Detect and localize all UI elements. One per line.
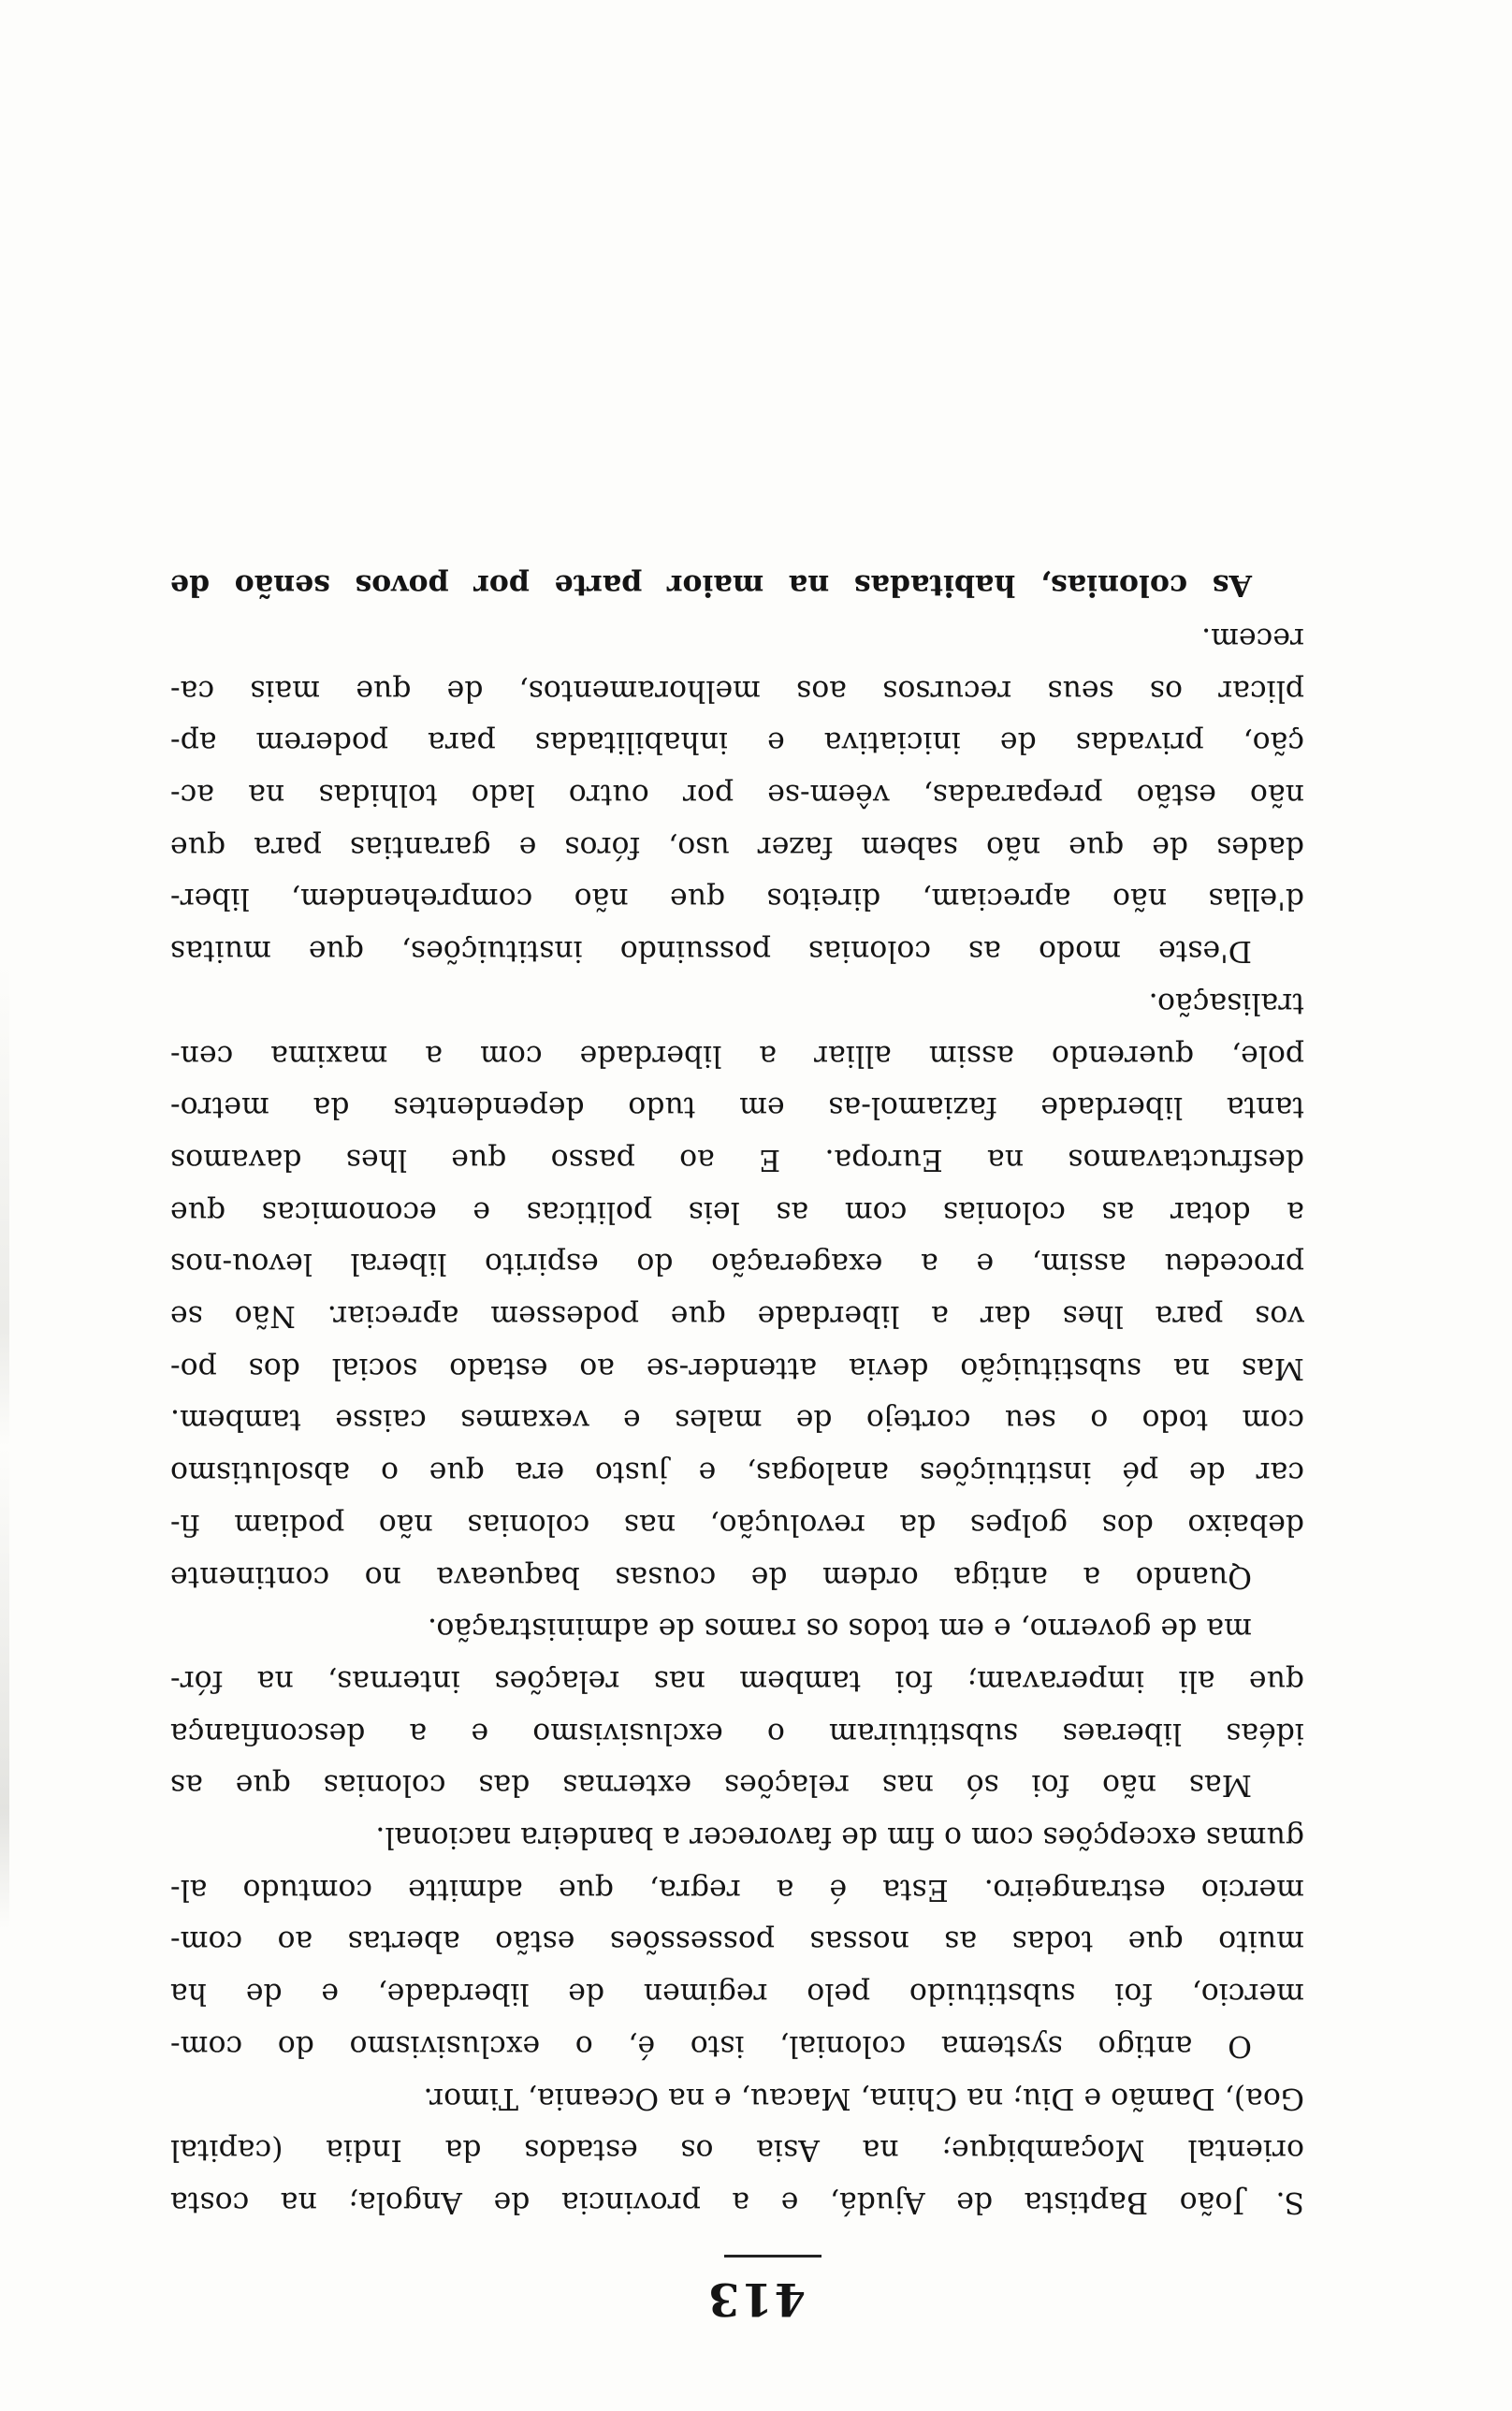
text-line: que ali imperavam; foi tambem nas relações internas, na fór-: [170, 1663, 1304, 1698]
text-line: muito que todas as nossas possessões estão abertas ao com-: [170, 1924, 1304, 1959]
text-line: mercio, foi substituido pelo regimen de liberdade, e de ha: [170, 1977, 1304, 2011]
text-line: ção, privadas de iniciativa e inhabilitadas para poderem ap-: [170, 725, 1304, 760]
text-line: car de pé instituições analogas, e justo era que o absolutismo: [170, 1455, 1304, 1490]
text-line: As colonias, habitadas na maior parte por povos senão de: [170, 568, 1252, 604]
text-line: tralisação.: [1148, 986, 1304, 1020]
text-line: debaixo dos golpes da revolução, nas colonias não podiam fi-: [170, 1507, 1304, 1542]
text-line: desfructavamos na Europa. E ao passo que lhes davamos: [170, 1142, 1304, 1176]
text-line: tanta liberdade faziamol-as em tudo dependentes da metro-: [170, 1090, 1304, 1125]
body-text: [170, 560, 1304, 2228]
page-number: 413: [705, 2272, 807, 2325]
text-line: Goa), Damão e Diu; na China, Macau, e na Oceania, Timor.: [423, 2081, 1304, 2115]
text-line: mercio estrangeiro. Esta é a regra, que admitte comtudo al-: [170, 1872, 1304, 1907]
page-number-rule: [724, 2255, 821, 2258]
text-line: Mas na substituição devia attender-se ao estado social dos po-: [170, 1351, 1304, 1385]
text-line: oriental Moçambique; na Asia os estados da India (capital: [170, 2133, 1304, 2168]
text-line: gumas excepções com o fim de favorecer a bandeira nacional.: [375, 1820, 1304, 1855]
text-line: ma de governo, e em todos os ramos de administração.: [427, 1612, 1252, 1646]
text-line: Mas não foi só nas relações externas das colonias que as: [170, 1768, 1252, 1803]
text-line: Quando a antiga ordem de cousas baqueava no continente: [170, 1559, 1252, 1594]
text-line: procedeu assim, e a exageração do espirito liberal levou-nos: [170, 1247, 1304, 1281]
text-line: dades de que não sabem fazer uso, fóros e garantias para que: [170, 829, 1304, 864]
text-line: vos para lhes dar a liberdade que podessem apreciar. Não se: [170, 1299, 1304, 1334]
text-line: plicar os seus recursos aos melhoramentos, de que mais ca-: [170, 673, 1304, 708]
text-line: recem.: [1201, 621, 1304, 655]
text-line: S. João Baptista de Ajudá, e a provincia de Angola; na costa: [170, 2185, 1304, 2219]
text-line: com todo o seu cortejo de males e vexames caisse tambem.: [170, 1403, 1304, 1438]
text-line: não estão preparadas, vêem-se por outro lado tolhidas na ac-: [170, 778, 1304, 812]
text-line: D'este modo as colonias possuindo instituições, que muitas: [170, 934, 1252, 969]
text-line: a dotar as colonias com as leis politicas e economicas que: [170, 1194, 1304, 1229]
text-line: O antigo systema colonial, isto é, o exclusivismo do com-: [170, 2028, 1252, 2063]
text-line: pole, querendo assim alliar a liberdade com a maxima cen-: [170, 1038, 1304, 1073]
text-line: d'ellas não apreciam, direitos que não comprehendem, liber-: [170, 882, 1304, 916]
text-line: idéas liberaes substituiram o exclusivismo e a desconfiança: [170, 1716, 1304, 1750]
